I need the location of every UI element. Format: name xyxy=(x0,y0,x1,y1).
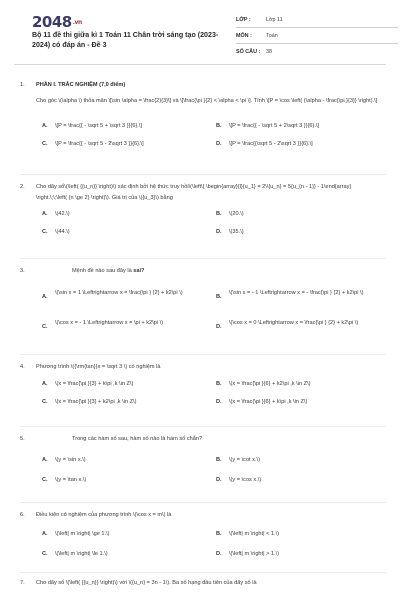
question-number: 2. xyxy=(20,184,25,190)
question-separator xyxy=(20,258,386,259)
section-title: PHẦN I. TRẮC NGHIỆM xyxy=(36,82,98,88)
question-number: 1. xyxy=(20,82,25,88)
question-number: 4. xyxy=(20,364,25,370)
question-number: 3. xyxy=(20,268,25,274)
site-logo[interactable]: 2048.vn xyxy=(32,13,82,31)
question-separator xyxy=(20,572,386,573)
question-text: Cho góc \(\alpha \) thỏa mãn \[\sin \alpha = \frac{2}{3}\] và \[\frac{\pi }{2} < \alpha < \pi \]. Tính \[P = \cos \left( {\alpha - \frac{\pi }{3}} \right).\] xyxy=(36,98,378,104)
question-text: Cho dãy số \(\left( {{u_n}} \right)\) với \({u_n} = 3n - 1\). Ba số hạng đầu tiên của dãy số là xyxy=(36,580,257,586)
question-separator xyxy=(20,354,386,355)
header-divider xyxy=(14,64,386,65)
section-points: (7,0 điểm) xyxy=(99,82,126,88)
question-text: Cho dãy số\(\left( {{u_n}} \right)\) xác định bởi hệ thức truy hồi\(\left\{ \begin{array}{l}{u_1} = 2\\{u_n} = 5{u_{n - 1}} - 1\end{array} \right.\;\;\left( {n \ge 2} \right)\). Giá trị của \({u_3}\) bằng xyxy=(36,184,352,201)
meta-row-question-count: SỐ CÂU : 38 xyxy=(236,49,272,55)
question-emphasis: sai? xyxy=(133,268,145,274)
question-text: Điều kiện có nghiệm của phương trình \(\cos x = m\) là xyxy=(36,512,172,518)
exam-meta-table xyxy=(236,12,398,60)
question-number: 6. xyxy=(20,512,25,518)
page-header xyxy=(14,0,386,62)
question-text: Trong các hàm số sau, hàm số nào là hàm số chẵn? xyxy=(72,436,203,442)
meta-row-class: LỚP : Lớp 11 xyxy=(236,12,398,28)
question-separator xyxy=(20,426,386,427)
question-text: Mệnh đề nào sau đây là sai? xyxy=(72,268,145,274)
question-separator xyxy=(20,174,386,175)
question-separator xyxy=(20,502,386,503)
document-title: Bộ 11 đề thi giữa kì 1 Toán 11 Chân trời sáng tạo (2023-2024) có đáp án - Đề 3 xyxy=(32,31,219,49)
question-number: 7. xyxy=(20,580,25,586)
question-text: Phương trình \({\rm{tan}}x = \sqrt 3 \) có nghiệm là xyxy=(36,364,161,370)
exam-page: 2048.vn Bộ 11 đề thi giữa kì 1 Toán 11 Chân trời sáng tạo (2023-2024) có đáp án - Đề 3 LỚP : Lớp 11 MÔN : Toán SỐ CÂU : 38 1. PHẦN I. TRẮC NGHIỆM (7,0 điểm) Cho góc \(\alpha \) thỏa mãn \[\sin \alpha = \frac{2}{3}\] và \[\frac{\pi }{2} < \alpha < \pi \]. Tính \[P = \cos \left( {\alpha - \frac{\pi }{3}} \right).\] A. \[P = \frac{{ - \sqrt 5 + \sqrt 3 }}{6}.\] B. \[P = \frac{{ - \sqrt 5 + 2\sqrt 3 }}{6}.\] C. \[P = \frac{{ - \sqrt 5 - 2\sqrt 3 }}{6}.\] D. \[P = \frac{{\sqrt 5 - 2\sqrt 3 }}{6}.\] 2. Cho dãy số\(\left( {{u_n}} \right)\) xác định bởi hệ thức truy hồi\(\left\{ \begin{array}{l}{u_1} = 2\\{u_n} = 5{u_{n - 1}} - 1\end{array} \right.\;\;\left( {n \ge 2} \right)\). Giá trị của \({u_3}\) bằng A. \(42.\) B. \(20.\) C. \(44.\) D. \(35.\) 3. Mệnh đề nào sau đây là sai? A. \(\sin x = 1 \Leftrightarrow x = \frac{\pi } {2} + k2\pi \) B. \(\sin x = - 1 \Leftrightarrow x = - \frac{\pi } {2} + k2\pi \) C. \(\cos x = - 1 \Leftrightarrow x = \pi + k2\pi \) D. \(\cos x = 0 \Leftrightarrow x = \frac{\pi } {2} + k2\pi \) 4. Phương trình \({\rm{tan}}x = \sqrt 3 \) có nghiệm là A. \(x = \frac{\pi }{3} + k\pi ,k \in Z\) B. \(x = \frac{\pi }{6} + k2\pi ,k \in Z\) C. \(x = \frac{\pi }{3} + k2\pi ,k \in Z\) D. \(x = \frac{\pi }{6} + k\pi ,k \in Z\) 5. Trong các hàm số sau, hàm số nào là hàm số chẵn? A. \(y = \sin x.\) B. \(y = \cot x.\) C. \(y = \tan x.\) D. \(y = \cos x.\) 6. Điều kiện có nghiệm của phương trình \(\cos x = m\) là A. \(\left| m \right| \ge 1.\) B. \(\left| m \right| < 1.\) C. \(\left| m \right| \le 1.\) D. \(\left| m \right| > 1.\) 7. Cho dãy số \(\left( {{u_n}} \right)\) với \({u_n} = 3n - 1\). Ba số hạng đầu tiên của dãy số là xyxy=(0,0,400,600)
meta-row-subject: MÔN : Toán xyxy=(236,28,398,44)
question-number: 5. xyxy=(20,436,25,442)
